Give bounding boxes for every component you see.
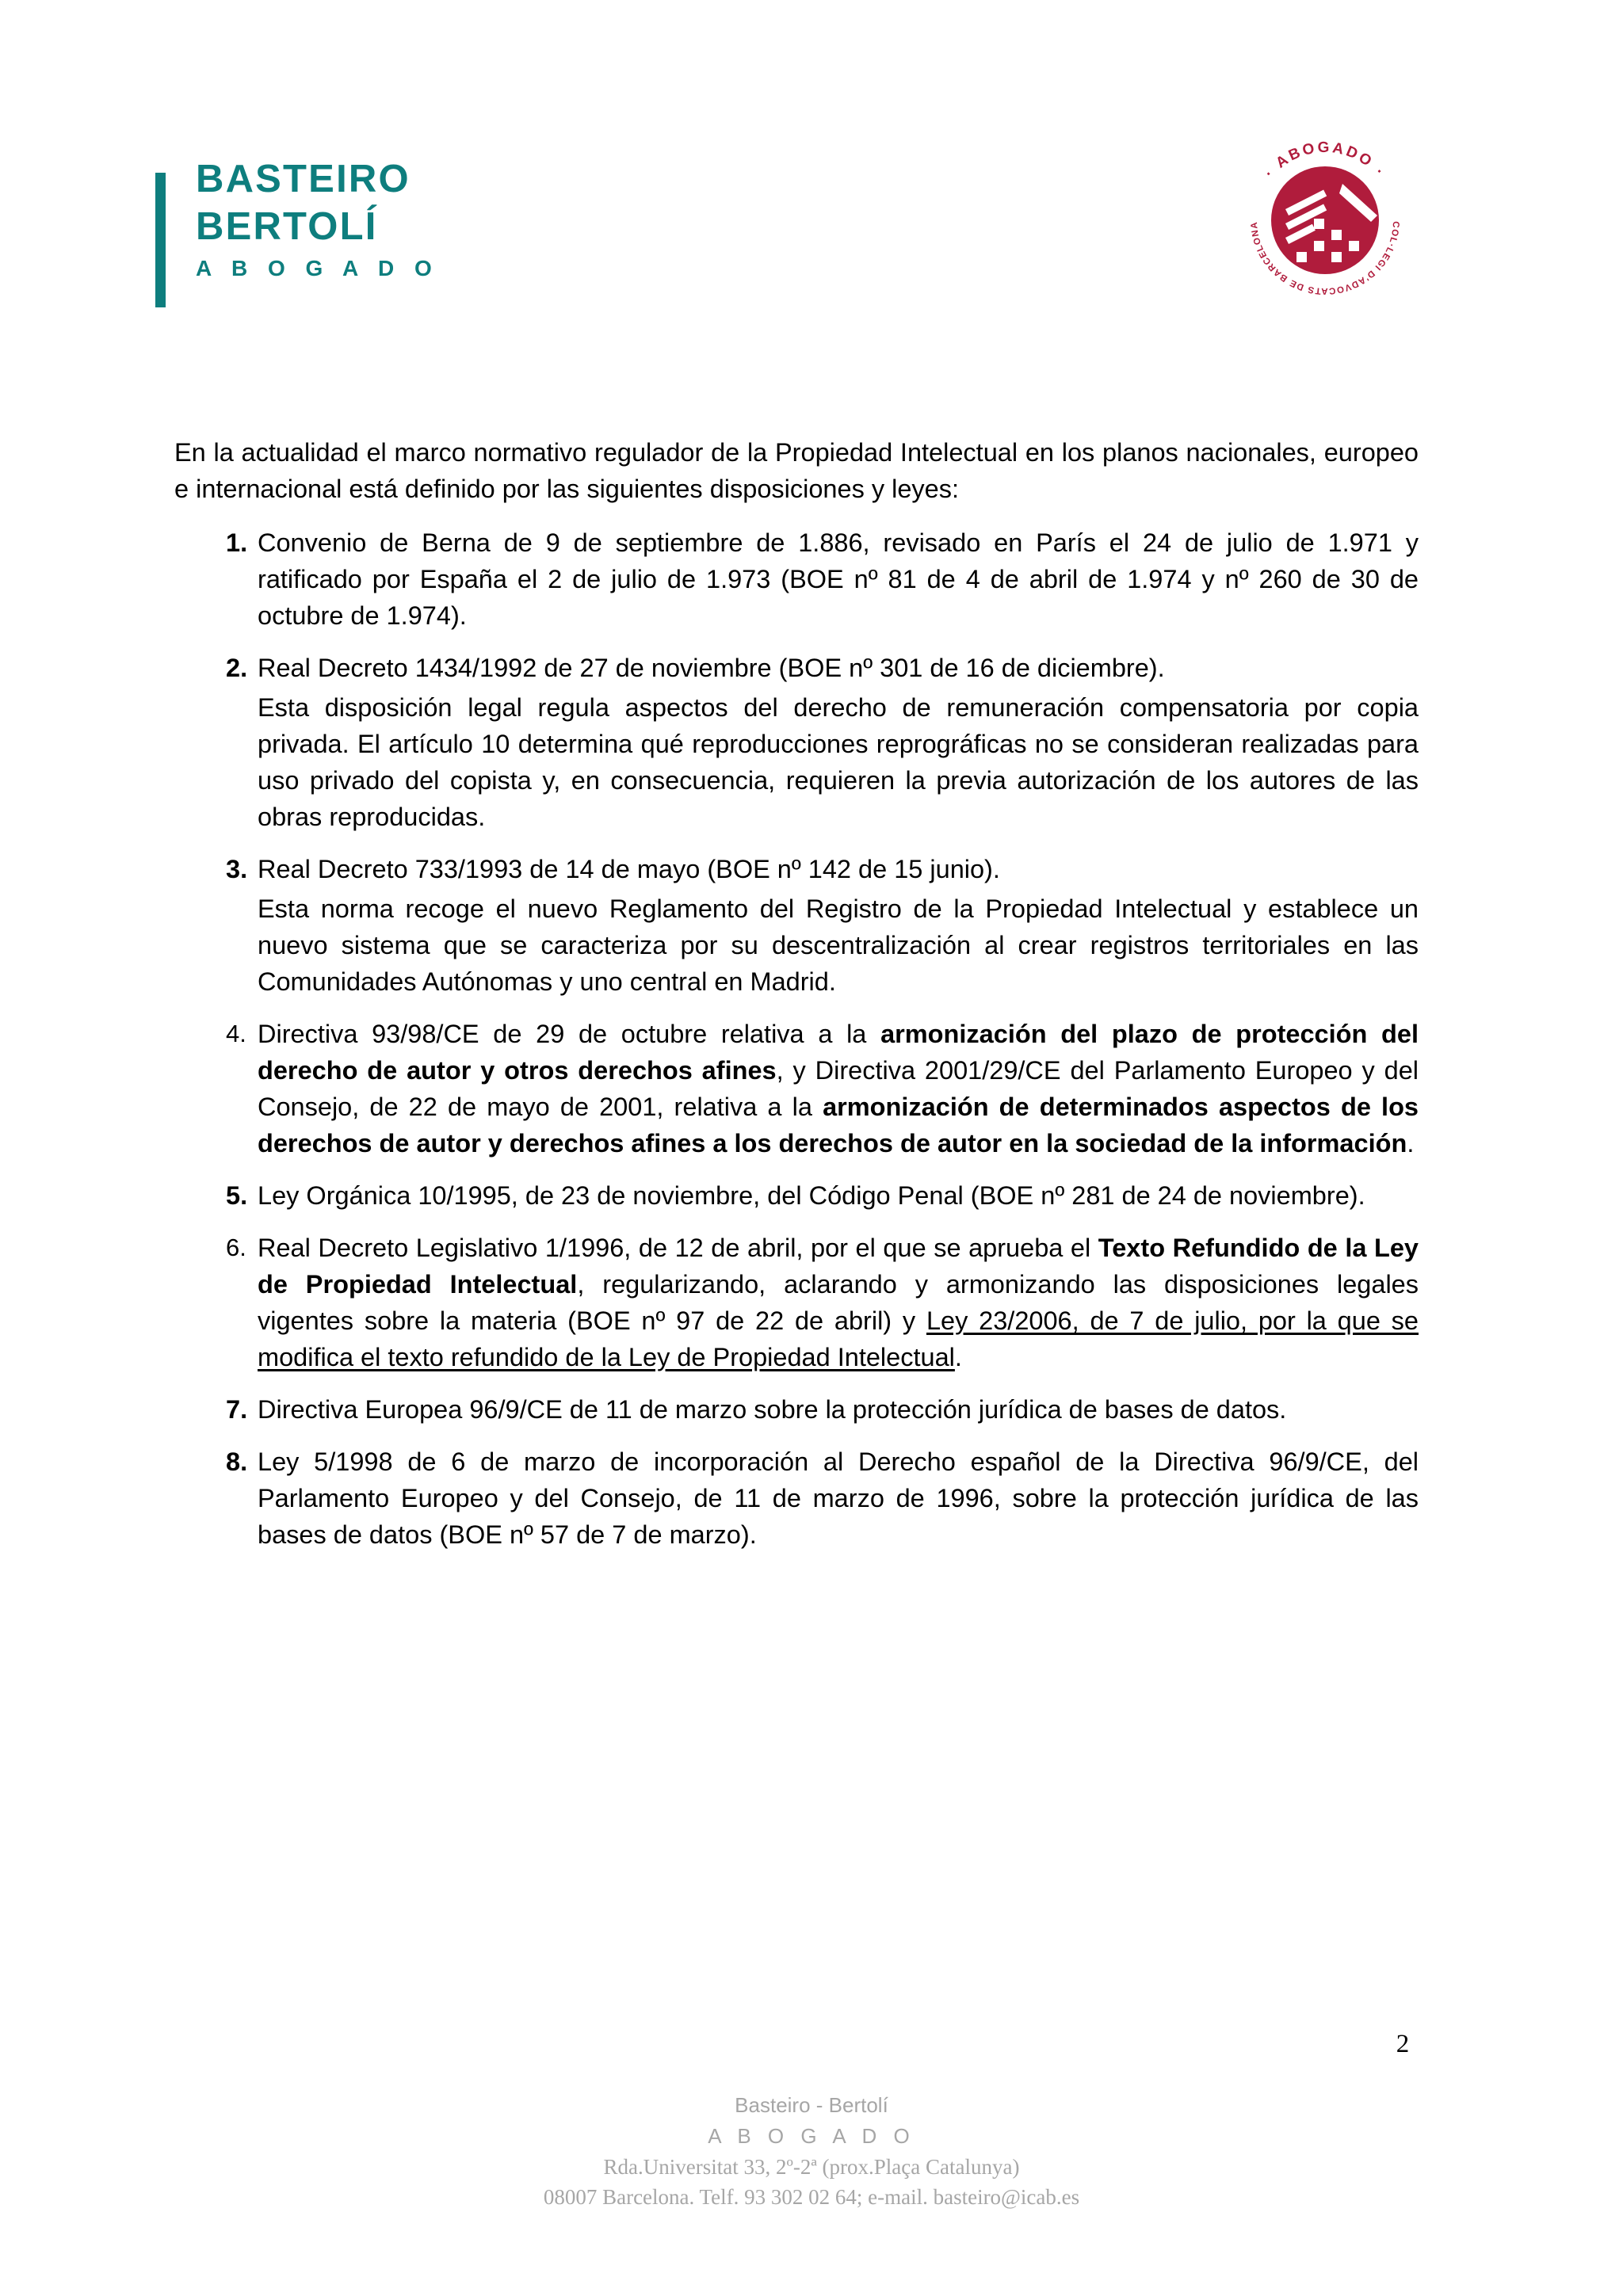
logo-wordmark xyxy=(196,155,439,287)
list-item-note: Esta norma recoge el nuevo Reglamento del Registro de la Propiedad Intelectual y establece un nuevo sistema que se caracteriza por su descentralización al crear registros territoriales en las Comunidades Autónomas y uno central en Madrid. xyxy=(258,894,1419,996)
list-item-number: 6. xyxy=(226,1234,246,1261)
list-item-text: Ley Orgánica 10/1995, de 23 de noviembre, del Código Penal (BOE nº 281 de 24 de noviembre). xyxy=(258,1181,1365,1210)
list-item xyxy=(174,1444,1419,1553)
emphasis-bold: armonización del plazo de protección del derecho de autor y otros derechos afines xyxy=(258,1020,1419,1085)
list-item-text xyxy=(258,1016,1419,1161)
text-run: . xyxy=(954,1343,962,1371)
intro-paragraph: En la actualidad el marco normativo regulador de la Propiedad Intelectual en los planos nacionales, europeo e internacional está definido por las siguientes disposiciones y leyes: xyxy=(174,438,1419,503)
emphasis-bold: Texto Refundido de la Ley de Propiedad Intelectual xyxy=(258,1234,1419,1299)
list-item xyxy=(174,1177,1419,1214)
text-run: , y Directiva 2001/29/CE del Parlamento Europeo y del Consejo, de 22 de mayo de 2001, relativa a la xyxy=(258,1056,1419,1121)
list-item-number: 2. xyxy=(226,654,248,682)
list-item xyxy=(174,650,1419,835)
logo-line-bertoli: BERTOLÍ xyxy=(196,205,378,248)
list-item xyxy=(174,851,1419,1000)
list-item-text xyxy=(258,1230,1419,1375)
svg-text:COL·LEGI D'ADVOCATS DE BARCELO: COL·LEGI D'ADVOCATS DE BARCELONA xyxy=(1249,220,1401,296)
list-item-number: 8. xyxy=(226,1447,248,1476)
logo-line-basteiro: BASTEIRO xyxy=(196,158,411,200)
page-footer xyxy=(0,2090,1623,2212)
list-item-number: 7. xyxy=(226,1395,248,1424)
list-item xyxy=(174,1391,1419,1428)
list-item-number: 4. xyxy=(226,1020,246,1047)
page-number: 2 xyxy=(1396,2030,1410,2058)
list-item-note: Esta disposición legal regula aspectos del derecho de remuneración compensatoria por copia privada. El artículo 10 determina qué reproducciones reprográficas no se consideran realizadas para uso privado del copista y, en consecuencia, requieren la previa autorización de los autores de las obras reproducidas. xyxy=(258,693,1419,831)
list-item-text: Real Decreto 733/1993 de 14 de mayo (BOE nº 142 de 15 junio). xyxy=(258,855,1000,883)
logo-vertical-rule xyxy=(155,173,166,307)
emphasis-bold: armonización de determinados aspectos de los derechos de autor y derechos afines a los derechos de autor en la sociedad de la información xyxy=(258,1093,1419,1158)
list-item-number: 3. xyxy=(226,855,248,883)
text-run: Real Decreto Legislativo 1/1996, de 12 de abril, por el que se aprueba el xyxy=(258,1234,1098,1262)
footer-address-line-1: Rda.Universitat 33, 2º-2ª (prox.Plaça Catalunya) xyxy=(603,2155,1020,2179)
svg-text:· ABOGADO ·: · ABOGADO · xyxy=(1261,139,1389,181)
company-logo xyxy=(155,155,439,307)
list-item-text: Real Decreto 1434/1992 de 27 de noviembre (BOE nº 301 de 16 de diciembre). xyxy=(258,654,1165,682)
text-run: , regularizando, aclarando y armonizando las disposiciones legales vigentes sobre la materia (BOE nº 97 de 22 de abril) y xyxy=(258,1270,1419,1335)
emphasis-underline: Ley 23/2006, de 7 de julio, por la que se modifica el texto refundido de la Ley de Propiedad Intelectual xyxy=(258,1306,1419,1371)
list-item-number: 1. xyxy=(226,528,248,557)
list-item-number: 5. xyxy=(226,1181,248,1210)
legal-provisions-list xyxy=(174,524,1419,1553)
list-item-text: Convenio de Berna de 9 de septiembre de 1.886, revisado en París el 24 de julio de 1.971 y ratificado por España el 2 de julio de 1.973 (BOE nº 81 de 4 de abril de 1.974 y nº 260 de 30 de octubre de 1.974). xyxy=(258,528,1419,630)
document-body xyxy=(174,434,1419,1569)
text-run: . xyxy=(1407,1129,1415,1158)
list-item xyxy=(174,1016,1419,1161)
text-run: Directiva 93/98/CE de 29 de octubre relativa a la xyxy=(258,1020,881,1048)
footer-address-line-2: 08007 Barcelona. Telf. 93 302 02 64; e-mail. basteiro@icab.es xyxy=(543,2185,1080,2209)
list-item-text: Ley 5/1998 de 6 de marzo de incorporación al Derecho español de la Directiva 96/9/CE, del Parlamento Europeo y del Consejo, de 11 de marzo de 1996, sobre la protección jurídica de las bases de datos (BOE nº 57 de 7 de marzo). xyxy=(258,1447,1419,1549)
list-item-text: Directiva Europea 96/9/CE de 11 de marzo sobre la protección jurídica de bases de datos. xyxy=(258,1395,1287,1424)
letterhead xyxy=(0,0,1623,341)
list-item xyxy=(174,1230,1419,1375)
bar-association-seal-icon xyxy=(1238,133,1412,307)
footer-firm-name: Basteiro - Bertolí xyxy=(735,2093,888,2117)
footer-firm-role: A B O G A D O xyxy=(708,2124,915,2148)
list-item xyxy=(174,524,1419,634)
logo-line-abogado: A B O G A D O xyxy=(196,256,439,280)
